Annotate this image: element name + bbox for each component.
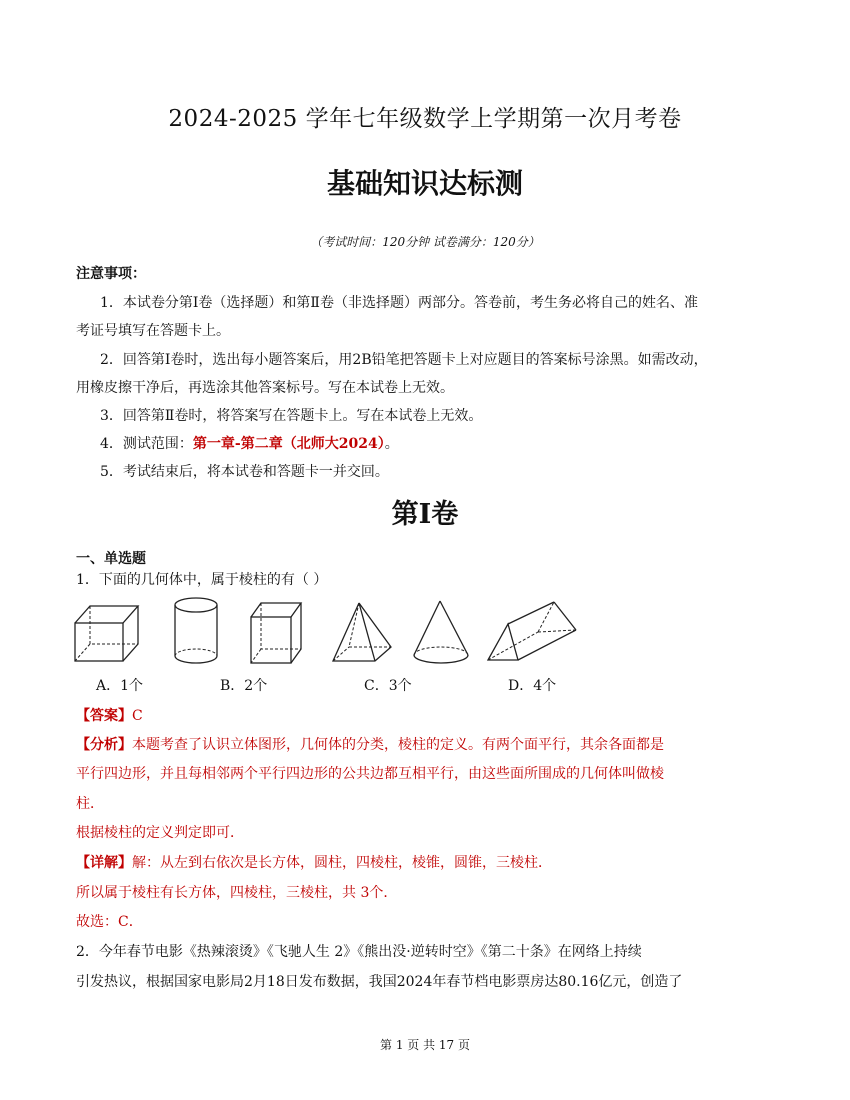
notice-item-2-line-2: 用橡皮擦干净后，再选涂其他答案标号。写在本试卷上无效。 (76, 380, 454, 396)
section-heading: 一、单选题 (76, 551, 146, 567)
analysis-line-1 (76, 734, 664, 754)
square-prism-icon (249, 601, 305, 667)
analysis-tag: 【分析】 (76, 737, 132, 753)
test-scope: 第一章-第二章（北师大2024） (192, 436, 385, 452)
question-2-line-1: 2．今年春节电影《热辣滚烫》《飞驰人生 2》《熊出没·逆转时空》《第二十条》在网络上持续 (76, 944, 642, 960)
analysis-line-3: 柱． (76, 796, 104, 812)
analysis-line-2: 平行四边形，并且每相邻两个平行四边形的公共边都互相平行，由这些面所围成的几何体叫做棱 (76, 766, 664, 782)
notice-heading: 注意事项： (76, 266, 146, 282)
answer-line (76, 705, 143, 725)
notice-item-2-line-1: 2．回答第Ⅰ卷时，选出每小题答案后，用2B铅笔把答题卡上对应题目的答案标号涂黑。如需改动， (100, 352, 708, 368)
exam-info: （考试时间：120分钟 试卷满分：120分） (310, 235, 540, 249)
detail-text-1: 解：从左到右依次是长方体，圆柱，四棱柱，棱锥，圆锥，三棱柱． (132, 855, 552, 871)
cuboid-icon (74, 603, 140, 665)
volume-heading: 第Ⅰ卷 (391, 499, 459, 530)
option-a: A．1个 (96, 678, 144, 694)
detail-tag: 【详解】 (76, 855, 132, 871)
triangular-prism-icon (486, 600, 580, 664)
detail-line-3: 故选：C． (76, 914, 143, 930)
analysis-text-1: 本题考查了认识立体图形，几何体的分类，棱柱的定义。有两个面平行，其余各面都是 (132, 737, 664, 753)
notice-item-4-prefix: 4．测试范围： (100, 436, 193, 452)
analysis-line-4: 根据棱柱的定义判定即可． (76, 825, 244, 841)
answer-value: C (132, 708, 143, 724)
pyramid-icon (331, 601, 395, 665)
cone-icon (410, 599, 472, 667)
answer-tag: 【答案】 (76, 708, 132, 724)
page-footer: 第 1 页 共 17 页 (380, 1038, 470, 1052)
notice-item-3: 3．回答第Ⅱ卷时，将答案写在答题卡上。写在本试卷上无效。 (100, 408, 483, 424)
detail-line-1 (76, 852, 552, 872)
option-d: D．4个 (508, 678, 557, 694)
notice-item-4-suffix: 。 (384, 436, 399, 452)
exam-title: 2024-2025 学年七年级数学上学期第一次月考卷 (168, 106, 682, 132)
cylinder-icon (172, 596, 222, 666)
notice-item-1-line-1: 1．本试卷分第Ⅰ卷（选择题）和第Ⅱ卷（非选择题）两部分。答卷前，考生务必将自己的姓名、准 (100, 295, 698, 311)
question-1-stem: 1．下面的几何体中，属于棱柱的有（ ） (76, 572, 328, 588)
notice-item-4 (100, 433, 399, 453)
notice-item-5: 5．考试结束后，将本试卷和答题卡一并交回。 (100, 464, 389, 480)
question-2-line-2: 引发热议，根据国家电影局2月18日发布数据，我国2024年春节档电影票房达80.16亿元，创造了 (76, 974, 683, 990)
notice-item-1-line-2: 考证号填写在答题卡上。 (76, 323, 230, 339)
detail-line-2: 所以属于棱柱有长方体，四棱柱，三棱柱，共 3个． (76, 885, 398, 901)
option-b: B．2个 (220, 678, 268, 694)
option-c: C．3个 (364, 678, 412, 694)
exam-subtitle: 基础知识达标测 (326, 167, 523, 200)
